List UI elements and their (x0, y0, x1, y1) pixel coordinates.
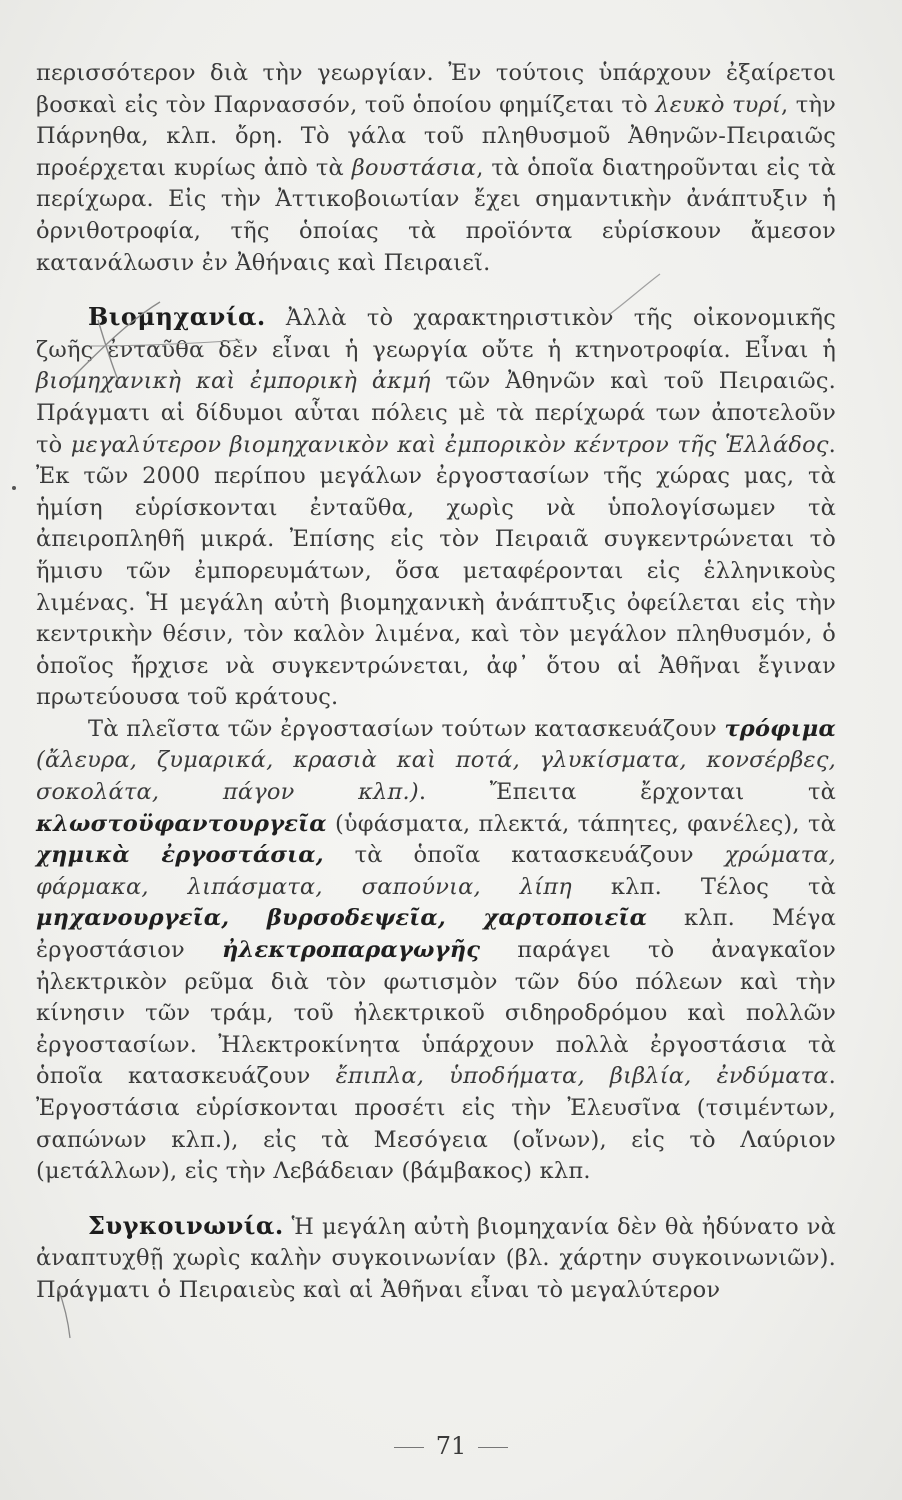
page-number-dash-left (394, 1447, 424, 1449)
keyword-text: τρόφιμα (724, 715, 836, 742)
paragraph-industry (36, 301, 836, 714)
emphasis-text: βουστάσια (351, 154, 477, 181)
keyword-text: χημικὰ ἐργοστάσια, (36, 842, 324, 869)
text-run: Ἡ μεγάλη αὐτὴ βιομηχανία δὲν θὰ ἠδύνατο νὰ ἀναπτυχθῇ χωρὶς καλὴν συγκοινωνίαν (βλ. χάρτην συγκοινωνιῶν). Πράγματι ὁ Πειραιεὺς καὶ αἱ Ἀθῆναι εἶναι τὸ μεγαλύτερον (36, 1213, 836, 1303)
text-run: Ἀλλὰ τὸ χαρακτηριστικὸν τῆς οἰκονομικῆς ζωῆς ἐνταῦθα δὲν εἶναι ἡ γεωργία οὔτε ἡ κτηνοτροφία. Εἶναι ἡ (36, 305, 836, 363)
text-run: παράγει τὸ ἀναγκαῖον ἠλεκτρικὸν ρεῦμα διὰ τὸν φωτισμὸν τῶν δύο πόλεων καὶ τὴν κίνησιν τῶν τράμ, τοῦ ἠλεκτρικοῦ σιδηροδρόμου καὶ πολλῶν ἐργοστασίων. Ἠλεκτροκίνητα ὑπάρχουν πολλὰ ἐργοστάσια τὰ ὁποῖα κατασκευάζουν (36, 937, 836, 1090)
keyword-text: ἠλεκτροπαραγωγῆς (221, 937, 481, 964)
paragraph-communication (36, 1210, 836, 1307)
section-heading-communication: Συγκοινωνία. (88, 1210, 284, 1240)
page-number (0, 1432, 902, 1460)
paragraph-gap (36, 1188, 836, 1210)
paragraph-agriculture (36, 58, 836, 279)
keyword-text: κλωστοϋφαντουργεῖα (36, 810, 327, 837)
emphasis-text: ἔπιπλα, ὑποδήματα, βιβλία, ἐνδύματα (335, 1063, 829, 1090)
emphasis-text: χρώματα, φάρμακα, λιπάσματα, σαπούνια, λίπη (36, 842, 836, 900)
text-run: κλπ. Τέλος τὰ (571, 873, 836, 900)
text-run: Τὰ πλεῖστα τῶν ἐργοστασίων τούτων κατασκευάζουν (88, 715, 725, 742)
text-run: . Ἐργοστάσια εὑρίσκονται προσέτι εἰς τὴν Ἐλευσῖνα (τσιμέντων, σαπώνων κλπ.), εἰς τὰ Μεσόγεια (οἴνων), εἰς τὸ Λαύριον (μετάλλων), εἰς τὴν Λεβάδειαν (βάμβακος) κλπ. (36, 1063, 836, 1185)
emphasis-text: μεγαλύτερον βιομηχανικὸν καὶ ἐμπορικὸν κέντρον τῆς Ἑλλάδος (70, 431, 829, 458)
body-text (36, 58, 836, 1307)
page-number-value: 71 (435, 1432, 467, 1460)
text-run: , τὰ ὁποῖα διατηροῦνται εἰς τὰ περίχωρα. Εἰς τὴν Ἀττικοβοιωτίαν ἔχει σημαντικὴν ἀνάπτυξιν ἡ ὀρνιθοτροφία, τῆς ὁποίας τὰ προϊόντα εὑρίσκουν ἄμεσον κατανάλωσιν ἐν Ἀθήναις καὶ Πειραιεῖ. (36, 154, 836, 276)
keyword-text: μηχανουργεῖα, βυρσοδεψεῖα, χαρτοποιεῖα (36, 905, 648, 932)
page-number-dash-right (478, 1447, 508, 1449)
text-run: (ὑφάσματα, πλεκτά, τάπητες, φανέλες), τὰ (326, 810, 836, 837)
text-run: περισσότερον διὰ τὴν γεωργίαν. Ἐν τούτοις ὑπάρχουν ἐξαίρετοι βοσκαὶ εἰς τὸν Παρνασσόν, τοῦ ὁποίου φημίζεται τὸ (36, 60, 836, 118)
text-run: τῶν Ἀθηνῶν καὶ τοῦ Πειραιῶς. Πράγματι αἱ δίδυμοι αὗται πόλεις μὲ τὰ περίχωρά των ἀποτελοῦν τὸ (36, 368, 836, 458)
section-heading-industry: Βιομηχανία. (88, 302, 266, 332)
margin-dot (12, 486, 16, 490)
text-run: . Ἔπειτα ἔρχονται τὰ (418, 779, 837, 806)
text-run: τὰ ὁποῖα κατασκευάζουν (323, 842, 725, 869)
emphasis-text: βιομηχανικὴ καὶ ἐμπορικὴ ἀκμή (36, 368, 431, 395)
text-run: κλπ. Μέγα ἐργοστάσιον (36, 905, 836, 964)
text-run: , τὴν Πάρνηθα, κλπ. ὄρη. Τὸ γάλα τοῦ πληθυσμοῦ Ἀθηνῶν-Πειραιῶς προέρχεται κυρίως ἀπὸ τὰ (36, 91, 836, 181)
text-run: . Ἐκ τῶν 2000 περίπου μεγάλων ἐργοστασίων τῆς χώρας μας, τὰ ἡμίση εὑρίσκονται ἐνταῦθα, χωρὶς νὰ ὑπολογίσωμεν τὰ ἀπειροπληθῆ μικρά. Ἐπίσης εἰς τὸν Πειραιᾶ συγκεντρώνεται τὸ ἥμισυ τῶν ἐμπορευμάτων, ὅσα μεταφέρονται εἰς ἑλληνικοὺς λιμένας. Ἡ μεγάλη αὐτὴ βιομηχανικὴ ἀνάπτυξις ὀφείλεται εἰς τὴν κεντρικὴν θέσιν, τὸν καλὸν λιμένα, καὶ τὸν μεγάλον πληθυσμόν, ὁ ὁποῖος ἤρχισε νὰ συγκεντρώνεται, ἀφ᾿ ὅτου αἱ Ἀθῆναι ἔγιναν πρωτεύουσα τοῦ κράτους. (36, 431, 836, 711)
emphasis-text: (ἄλευρα, ζυμαρικά, κρασιὰ καὶ ποτά, γλυκίσματα, κονσέρβες, σοκολάτα, πάγον κλπ.) (36, 747, 836, 806)
emphasis-text: λευκὸ τυρί (655, 91, 781, 118)
paragraph-factories (36, 714, 836, 1188)
paragraph-gap (36, 279, 836, 301)
